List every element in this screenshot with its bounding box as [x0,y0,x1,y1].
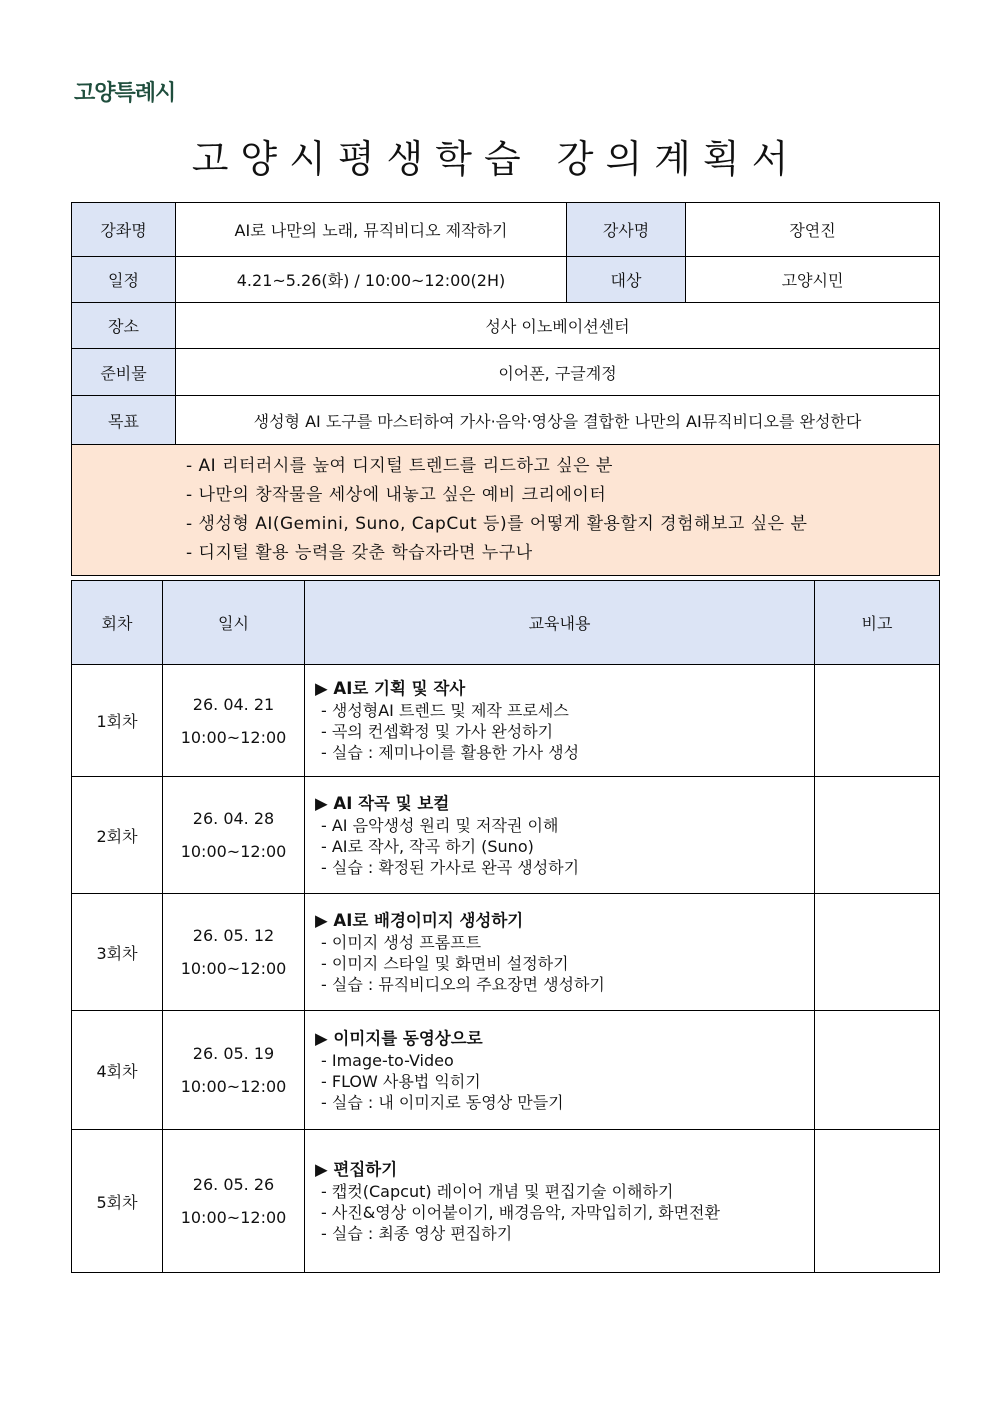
session-content [305,777,815,894]
target-item: - 생성형 AI(Gemini, Suno, CapCut 등)를 어떻게 활용할지 경험해보고 싶은 분 [186,514,808,534]
goal-label: 목표 [72,396,176,445]
table-row [72,1130,940,1273]
session-note [815,665,940,777]
session-number: 3회차 [72,894,163,1011]
session-item: - 실습 : 확정된 가사로 완곡 생성하기 [321,857,580,877]
target-audience-box [72,445,940,576]
instructor-label: 강사명 [567,203,686,257]
session-datetime [163,665,305,777]
session-item: - 생성형AI 트렌드 및 제작 프로세스 [321,701,569,720]
place-value: 성사 이노베이션센터 [176,303,940,349]
place-label: 장소 [72,303,176,349]
session-item: - 실습 : 내 이미지로 동영상 만들기 [321,1092,564,1112]
session-datetime [163,1011,305,1130]
schedule-value: 4.21~5.26(화) / 10:00~12:00(2H) [176,257,567,303]
session-content [305,1011,815,1130]
session-time: 10:00~12:00 [180,959,287,978]
target-value: 고양시민 [686,257,940,303]
supplies-label: 준비물 [72,349,176,396]
session-number: 1회차 [72,665,163,777]
session-note [815,1130,940,1273]
session-content [305,894,815,1011]
course-info-table [71,202,940,576]
session-item: - AI로 작사, 작곡 하기 (Suno) [321,836,534,856]
session-time: 10:00~12:00 [180,1077,287,1096]
session-topic: ▶ 이미지를 동영상으로 [315,1028,483,1048]
session-date: 26. 05. 26 [192,1175,275,1194]
session-content [305,665,815,777]
content-header: 교육내용 [305,581,815,665]
course-name-label: 강좌명 [72,203,176,257]
session-item: - 실습 : 뮤직비디오의 주요장면 생성하기 [321,974,605,994]
target-item: - 나만의 창작물을 세상에 내놓고 싶은 예비 크리에이터 [186,485,607,505]
session-date: 26. 04. 28 [192,809,275,828]
session-topic: ▶ AI로 배경이미지 생성하기 [315,910,524,930]
session-note [815,1011,940,1130]
session-item: - 캡컷(Capcut) 레이어 개념 및 편집기술 이해하기 [321,1181,674,1201]
supplies-value: 이어폰, 구글계정 [176,349,940,396]
session-item: - 사진&영상 이어붙이기, 배경음악, 자막입히기, 화면전환 [321,1202,720,1222]
session-date: 26. 04. 21 [192,694,275,714]
session-item: - 이미지 스타일 및 화면비 설정하기 [321,953,569,973]
session-item: - 이미지 생성 프롬프트 [321,932,482,952]
session-time: 10:00~12:00 [180,842,287,861]
session-item: - 곡의 컨셉확정 및 가사 완성하기 [321,722,554,741]
session-time: 10:00~12:00 [180,1208,287,1227]
session-topic: ▶ 편집하기 [315,1159,398,1179]
session-topic: ▶ AI 작곡 및 보컬 [315,793,450,813]
session-item: - 실습 : 제미나이를 활용한 가사 생성 [321,743,580,762]
table-row [72,1011,940,1130]
page-title: 고양시평생학습 강의계획서 [191,137,801,181]
session-date: 26. 05. 19 [192,1044,275,1063]
city-logo: 고양특례시 [74,81,176,106]
table-row [72,777,940,894]
target-item: - 디지털 활용 능력을 갖춘 학습자라면 누구나 [186,543,533,563]
session-topic: ▶ AI로 기획 및 작사 [315,679,466,698]
table-row [72,665,940,777]
session-date: 26. 05. 12 [192,926,275,945]
session-note [815,777,940,894]
session-datetime [163,777,305,894]
session-item: - FLOW 사용법 익히기 [321,1071,481,1091]
session-number: 4회차 [72,1011,163,1130]
table-row [72,894,940,1011]
note-header: 비고 [815,581,940,665]
session-schedule-table [71,580,940,1273]
session-item: - 실습 : 최종 영상 편집하기 [321,1223,513,1243]
session-time: 10:00~12:00 [180,727,287,747]
session-item: - Image-to-Video [321,1050,454,1070]
session-number: 2회차 [72,777,163,894]
session-item: - AI 음악생성 원리 및 저작권 이해 [321,815,559,835]
session-datetime [163,894,305,1011]
session-content [305,1130,815,1273]
target-item: - AI 리터러시를 높여 디지털 트렌드를 리드하고 싶은 분 [186,456,613,476]
session-number: 5회차 [72,1130,163,1273]
session-datetime [163,1130,305,1273]
schedule-label: 일정 [72,257,176,303]
target-label: 대상 [567,257,686,303]
session-header: 회차 [72,581,163,665]
goal-value: 생성형 AI 도구를 마스터하여 가사·음악·영상을 결합한 나만의 AI뮤직비디오를 완성한다 [176,396,940,445]
datetime-header: 일시 [163,581,305,665]
course-name-value: AI로 나만의 노래, 뮤직비디오 제작하기 [176,203,567,257]
session-note [815,894,940,1011]
instructor-value: 장연진 [686,203,940,257]
